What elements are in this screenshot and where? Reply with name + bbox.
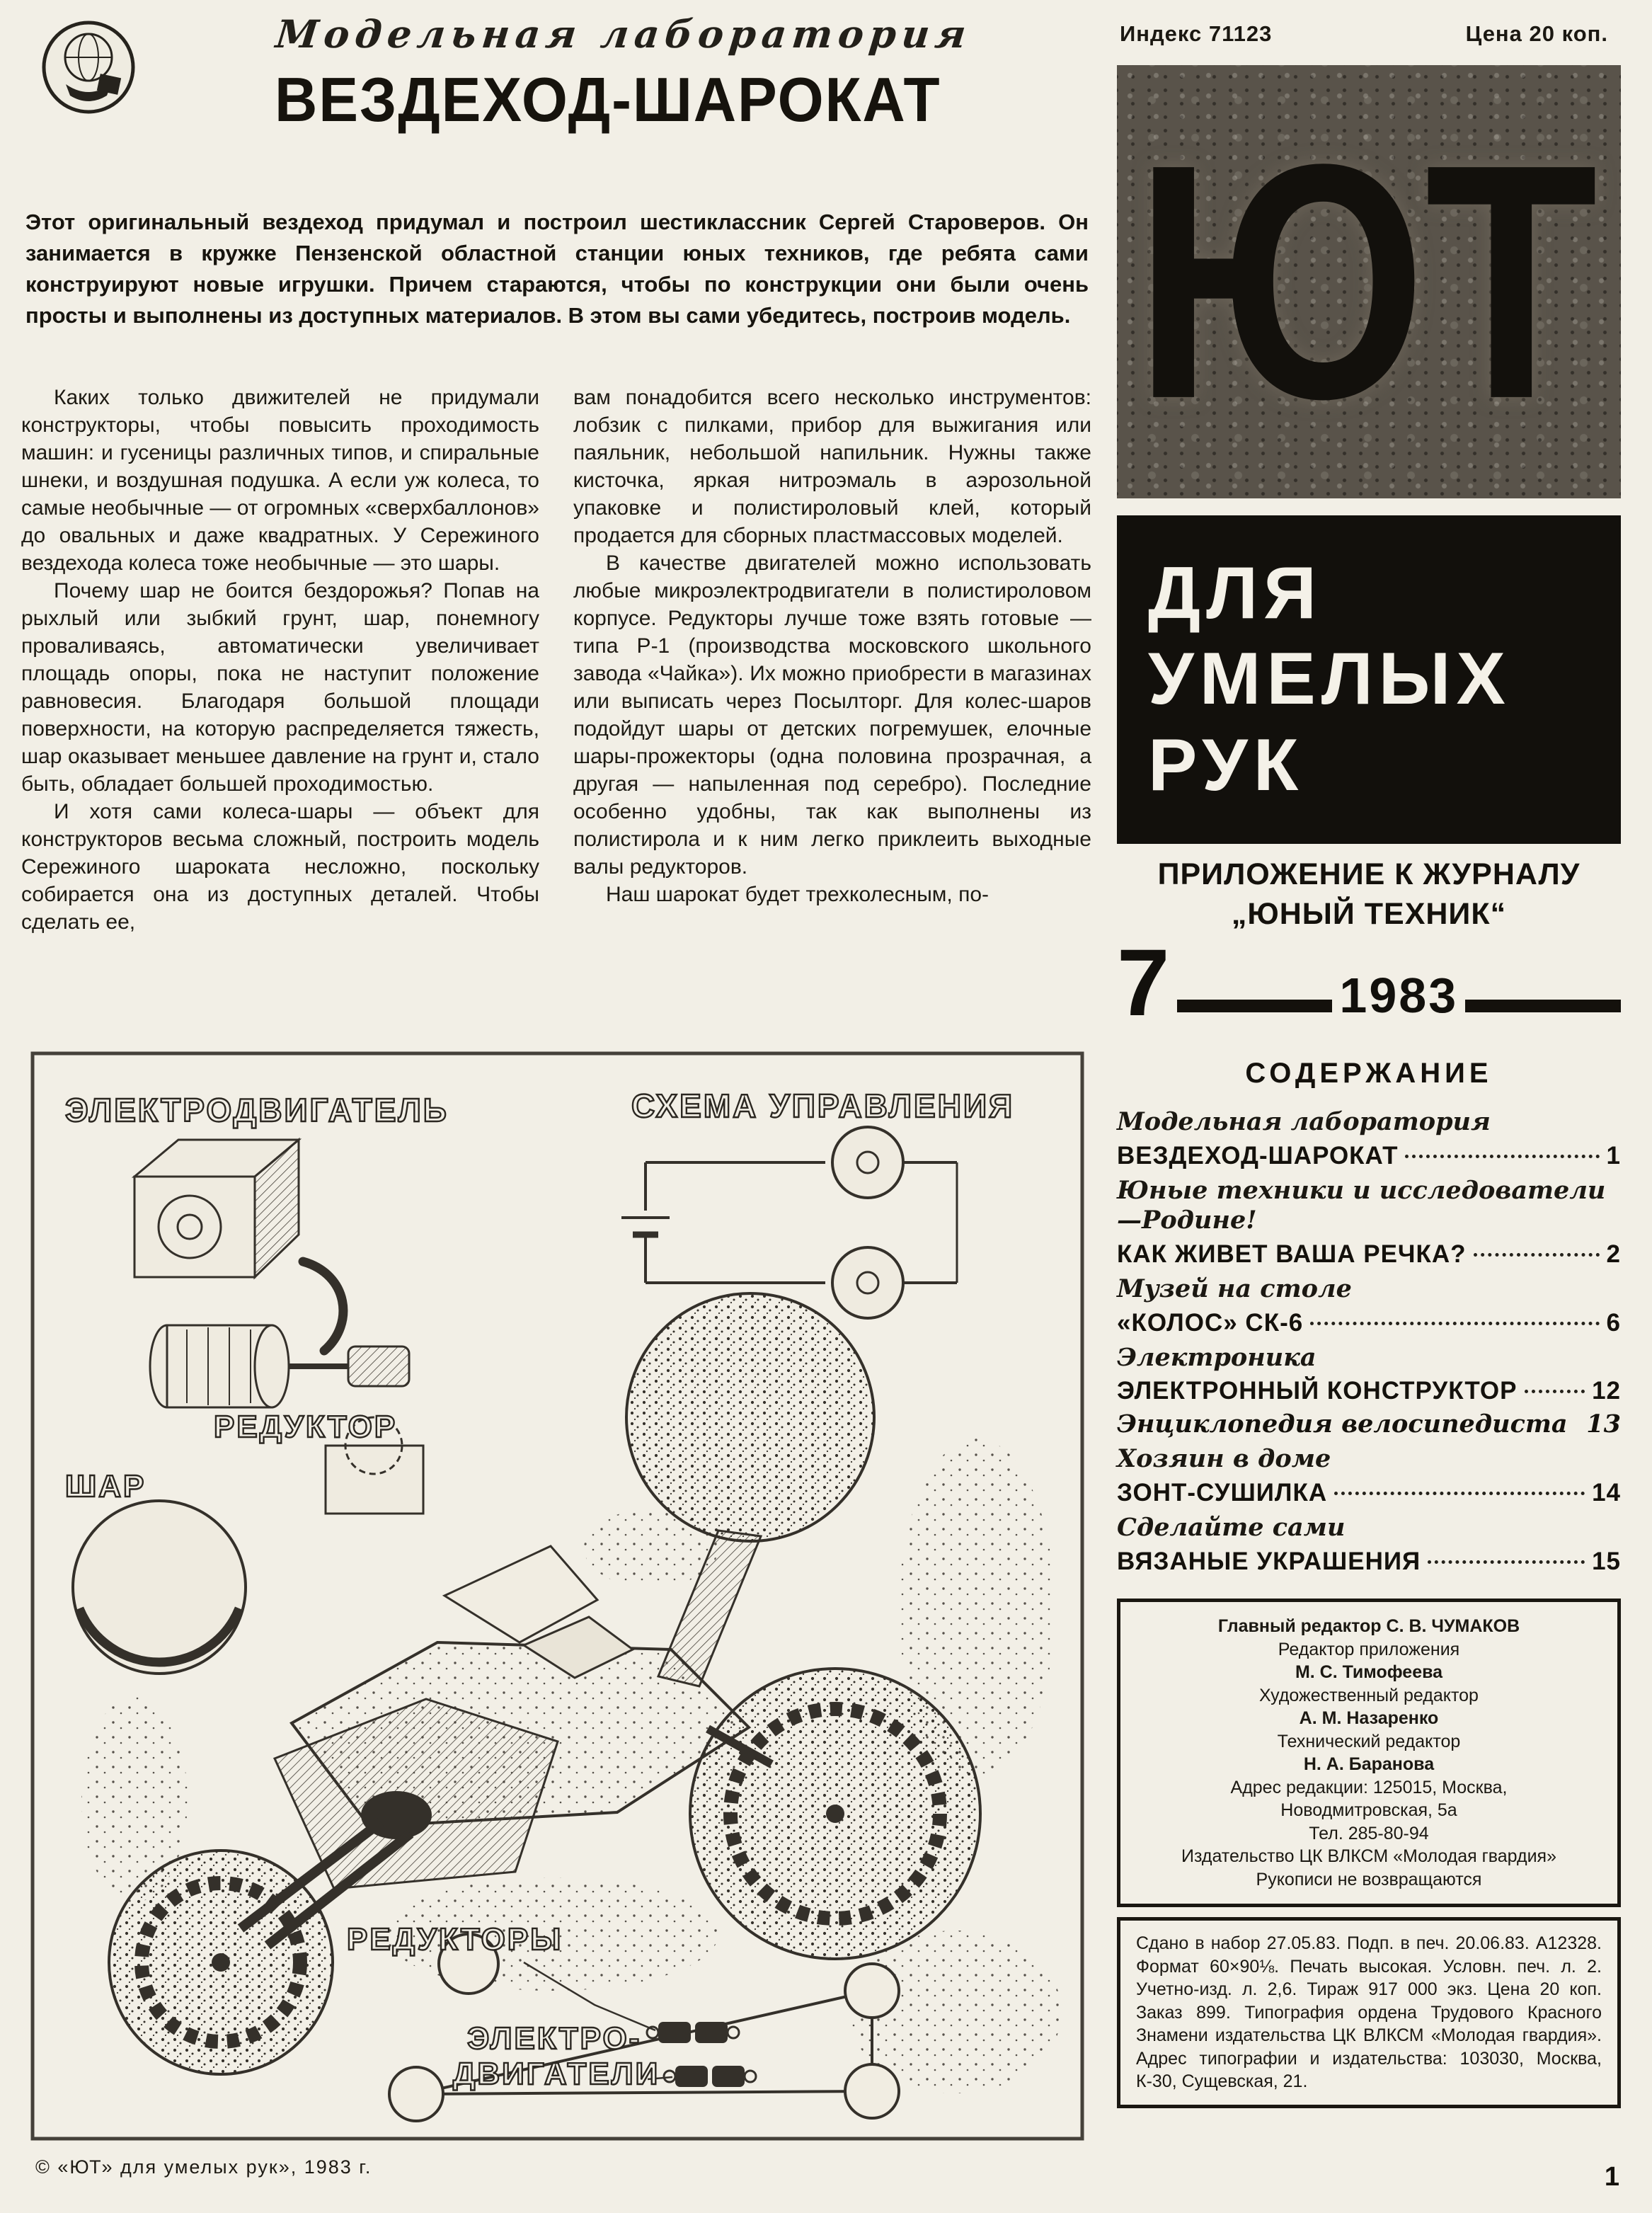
lead-paragraph: Этот оригинальный вездеход придумал и построил шестиклассник Сергей Староверов. Он занимается в кружке Пензенской областной станции юных техников, где ребята сами конструируют новые игрушки. Причем стараются, чтобы по конструкции они были очень просты и выполнены из доступных материалов. В этом вы сами убедитесь, построив модель. bbox=[25, 210, 1089, 328]
masthead-title bbox=[1117, 515, 1621, 844]
contents-heading: СОДЕРЖАНИЕ bbox=[1245, 1058, 1493, 1089]
supplement-line: ПРИЛОЖЕНИЕ К ЖУРНАЛУ bbox=[1157, 857, 1581, 891]
page-number: 1 bbox=[1604, 2162, 1619, 2192]
toc-entry-page: 6 bbox=[1606, 1308, 1621, 1337]
toc-rubric: Музей на столе bbox=[1117, 1274, 1352, 1304]
masthead-title-line: ДЛЯ bbox=[1148, 552, 1322, 635]
toc-entry bbox=[1117, 1309, 1621, 1337]
imprint bbox=[1117, 1599, 1621, 2108]
logo-text: ЮТ bbox=[1134, 94, 1604, 469]
article-title: ВЕЗДЕХОД-ШАРОКАТ bbox=[275, 64, 941, 135]
table-of-contents bbox=[1117, 1102, 1621, 1577]
imprint-line: Адрес редакции: 125015, Москва, bbox=[1230, 1777, 1508, 1797]
issue-rule bbox=[1177, 1000, 1333, 1012]
toc-entry-title: «КОЛОС» СК-6 bbox=[1117, 1308, 1304, 1337]
imprint-line: Главный редактор С. В. ЧУМАКОВ bbox=[1217, 1616, 1520, 1636]
figure-label-reducers: РЕДУКТОРЫ bbox=[347, 1922, 563, 1957]
masthead-logo bbox=[1117, 65, 1621, 498]
colophon-text: Сдано в набор 27.05.83. Подп. в печ. 20.06.83. А12328. Формат 60×90⅛. Печать высокая. Условн. печ. л. 2. Учетно-изд. л. 2,6. Тираж 917 000 экз. Цена 20 коп. Заказ 899. Типография ордена Трудового Красного Знамени издательства ЦК ВЛКСМ «Молодая гвардия». Адрес типографии и издательства: 103030, Москва, К-30, Сущевская, 21. bbox=[1136, 1933, 1602, 2091]
paragraph: Наш шарокат будет трехколесным, по- bbox=[606, 883, 990, 906]
toc-entry-title: Энциклопедия велосипедиста bbox=[1117, 1409, 1568, 1439]
toc-entry bbox=[1117, 1142, 1621, 1170]
imprint-line: А. М. Назаренко bbox=[1299, 1708, 1439, 1728]
toc-entry-title: ВЕЗДЕХОД-ШАРОКАТ bbox=[1117, 1141, 1399, 1170]
dot-leader bbox=[1428, 1560, 1585, 1564]
toc-entry-page: 12 bbox=[1592, 1377, 1621, 1405]
toc-entry-title: КАК ЖИВЕТ ВАША РЕЧКА? bbox=[1117, 1240, 1467, 1269]
toc-rubric: Электроника bbox=[1117, 1342, 1317, 1372]
figure-label-control: СХЕМА УПРАВЛЕНИЯ bbox=[631, 1087, 1015, 1124]
toc-entry-page: 1 bbox=[1606, 1141, 1621, 1170]
imprint-line: Художественный редактор bbox=[1259, 1685, 1479, 1705]
illustration-canvas bbox=[28, 1049, 1086, 2143]
toc-rubric: Хозяин в доме bbox=[1117, 1444, 1331, 1474]
toc-rubric: Юные техники и исследователи—Родине! bbox=[1117, 1175, 1606, 1235]
paragraph: Каких только движителей не придумали конструкторы, чтобы повысить проходимость машин: и гусеницы различных типов, и спиральные шнеки, и воздушная подушка. А если уж колеса, то самые необычные — от огромных «сверхбаллонов» до овальных и даже квадратных. У Сережиного вездехода колеса тоже необычные — это шары. bbox=[21, 386, 539, 575]
issue-year: 1983 bbox=[1339, 968, 1459, 1023]
price-label: Цена 20 коп. bbox=[1465, 21, 1608, 46]
rubric-header: Модельная лаборатория bbox=[273, 11, 974, 57]
magazine-emblem-icon bbox=[39, 18, 138, 117]
toc-rubric: Модельная лаборатория bbox=[1117, 1107, 1491, 1136]
imprint-line: Технический редактор bbox=[1277, 1731, 1461, 1751]
imprint-line: М. С. Тимофеева bbox=[1295, 1662, 1443, 1682]
toc-entry bbox=[1117, 1409, 1621, 1439]
paragraph: В качестве двигателей можно использовать любые микроэлектродвигатели в полистироловом корпусе. Редукторы лучше тоже взять готовые — типа Р-1 (производства московского школьного завода «Чайка»). Их можно приобрести в магазинах или выписать через Посылторг. Для колес-шаров подойдут шары от детских погремушек, елочные шары-прожекторы (одна половина прозрачная, а другая — напыленная под серебро). Последние особенно удобны, так как выполнены из полистирола и к ним легко приклеить выходные валы редукторов. bbox=[573, 551, 1091, 879]
editorial-box bbox=[1117, 1599, 1621, 1907]
toc-entry-title: ВЯЗАНЫЕ УКРАШЕНИЯ bbox=[1117, 1547, 1421, 1575]
figure-label-reducer: РЕДУКТОР bbox=[214, 1409, 398, 1444]
toc-entry-title: ЗОНТ-СУШИЛКА bbox=[1117, 1479, 1328, 1507]
masthead-title-line: УМЕЛЫХ bbox=[1148, 638, 1511, 721]
imprint-line: Издательство ЦК ВЛКСМ «Молодая гвардия» bbox=[1181, 1846, 1557, 1866]
toc-entry bbox=[1117, 1479, 1621, 1507]
article-body bbox=[21, 384, 1091, 936]
colophon-box bbox=[1117, 1917, 1621, 2108]
paragraph: вам понадобится всего несколько инструментов: лобзик с пилками, прибор для выжигания или паяльник, небольшой напильник. Нужны также кисточка, яркая нитроэмаль в аэрозольной упаковке и полистироловый клей, который продается для сборных пластмассовых моделей. bbox=[573, 386, 1091, 547]
article-column-2 bbox=[573, 384, 1091, 936]
article-column-1 bbox=[21, 384, 539, 936]
dot-leader bbox=[1334, 1492, 1585, 1495]
toc-entry-page: 15 bbox=[1592, 1547, 1621, 1575]
toc-entry-page: 2 bbox=[1606, 1240, 1621, 1269]
toc-entry bbox=[1117, 1377, 1621, 1405]
dot-leader bbox=[1405, 1155, 1599, 1158]
toc-entry bbox=[1117, 1548, 1621, 1576]
figure-label-ball: ШАР bbox=[65, 1469, 147, 1504]
figure-label-motor: ЭЛЕКТРОДВИГАТЕЛЬ bbox=[65, 1092, 449, 1128]
issue-number: 7 bbox=[1117, 930, 1170, 1036]
dot-leader bbox=[1310, 1322, 1599, 1325]
masthead-title-line: РУК bbox=[1148, 724, 1304, 806]
paragraph: Почему шар не боится бездорожья? Попав на рыхлый или зыбкий грунт, шар, понемногу проваливаясь, автоматически увеличивает площадь опоры, пока не наступит положение равновесия. Благодаря большой площади поверхности, на которую распределяется тяжесть, шар оказывает меньшее давление на грунт и, стало быть, обладает большей проходимостью. bbox=[21, 579, 539, 796]
imprint-line: Редактор приложения bbox=[1278, 1639, 1460, 1659]
figure-label-motors-2: ДВИГАТЕЛИ bbox=[453, 2057, 660, 2091]
figure-label-motors-1: ЭЛЕКТРО- bbox=[467, 2021, 642, 2056]
imprint-line: Н. А. Баранова bbox=[1303, 1754, 1435, 1774]
toc-entry-page: 13 bbox=[1586, 1409, 1621, 1439]
imprint-line: Новодмитровская, 5а bbox=[1280, 1800, 1457, 1820]
toc-entry bbox=[1117, 1240, 1621, 1269]
index-label: Индекс 71123 bbox=[1120, 21, 1273, 46]
supplement-line: „ЮНЫЙ ТЕХНИК“ bbox=[1231, 896, 1507, 931]
imprint-line: Рукописи не возвращаются bbox=[1256, 1869, 1482, 1889]
toc-entry-page: 14 bbox=[1592, 1479, 1621, 1507]
copyright-line: © «ЮТ» для умелых рук», 1983 г. bbox=[35, 2156, 372, 2178]
supplement-note bbox=[1117, 855, 1621, 934]
dot-leader bbox=[1474, 1253, 1600, 1257]
toc-entry-title: ЭЛЕКТРОННЫЙ КОНСТРУКТОР bbox=[1117, 1377, 1518, 1405]
issue-rule bbox=[1465, 1000, 1621, 1012]
technical-illustration bbox=[28, 1049, 1086, 2143]
imprint-line: Тел. 285-80-94 bbox=[1309, 1823, 1429, 1843]
toc-rubric: Сделайте сами bbox=[1117, 1513, 1346, 1543]
issue-row bbox=[1117, 930, 1621, 1036]
paragraph: И хотя сами колеса-шары — объект для конструкторов весьма сложный, построить модель Сережиного шароката несложно, поскольку собирается она из доступных деталей. Чтобы сделать ее, bbox=[21, 800, 539, 934]
dot-leader bbox=[1525, 1390, 1585, 1393]
